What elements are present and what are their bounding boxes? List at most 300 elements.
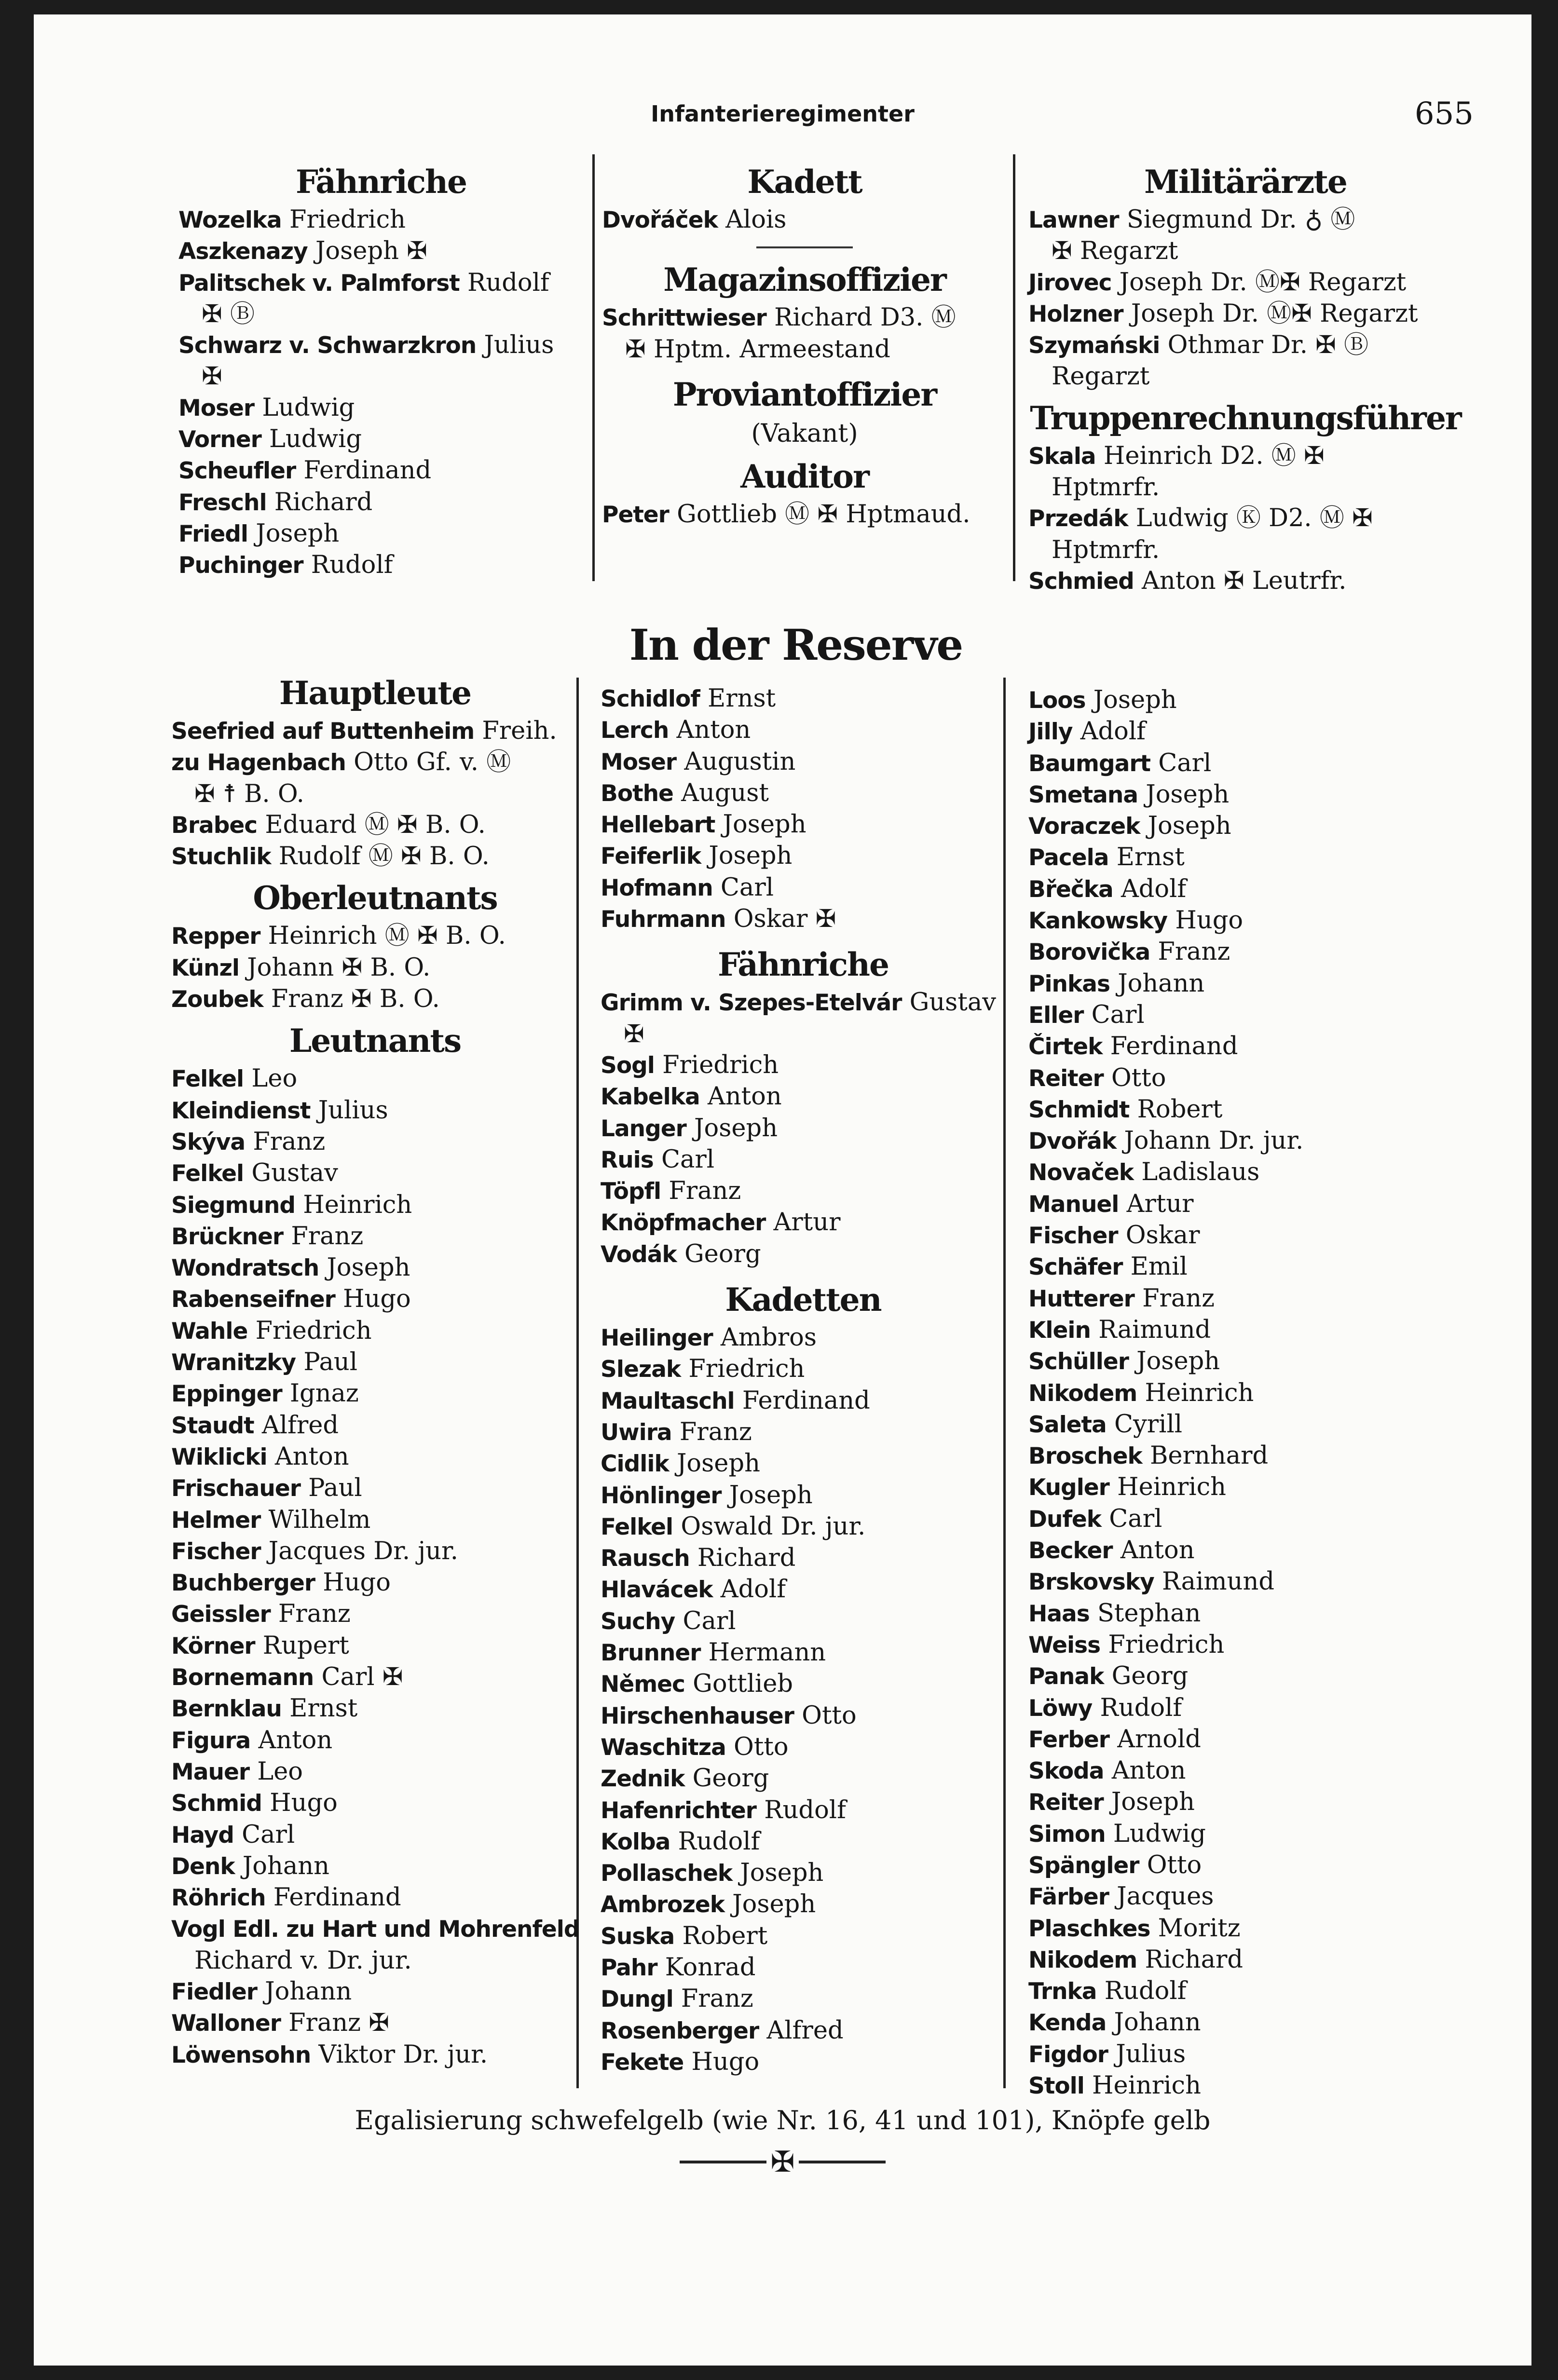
surname: Kankowsky — [1028, 908, 1168, 935]
entry-details: Julius — [318, 1096, 388, 1125]
leutnant-entry — [171, 1882, 579, 1914]
entry-details: Joseph — [327, 1253, 410, 1282]
surname: Nikodem — [1028, 1380, 1137, 1407]
leutnant-entry — [171, 1505, 579, 1536]
entry-details: Oskar — [1125, 1221, 1200, 1250]
entry-details: Gustav — [909, 988, 997, 1017]
kadett-entry — [601, 1606, 1006, 1637]
reserve-officer-entry — [1028, 1787, 1462, 1818]
surname: Bernklau — [171, 1696, 282, 1723]
surname: Baumgart — [1028, 750, 1150, 777]
entry-details: Siegmund Dr. ♁ Ⓜ — [1126, 205, 1355, 234]
entry-details: Anton — [258, 1726, 333, 1754]
running-title: Infanterieregimenter — [651, 101, 915, 127]
entry-details: Richard v. Dr. jur. — [194, 1946, 412, 1975]
reserve-right-column — [1028, 685, 1462, 2102]
entry-details: Leo — [257, 1757, 303, 1786]
militararzt-entry — [1028, 267, 1462, 299]
fahnrich-reserve-entry — [601, 1081, 1006, 1113]
surname: Ferber — [1028, 1726, 1109, 1753]
entry-details: Gottlieb — [693, 1670, 793, 1699]
column-rule-top-left — [592, 154, 595, 581]
footer-ornament — [34, 2145, 1531, 2179]
entry-details: Adolf — [720, 1575, 786, 1604]
surname: Kolba — [601, 1828, 670, 1855]
entry-details: Anton — [707, 1082, 782, 1111]
surname: Grimm v. Szepes-Etelvár — [601, 990, 902, 1017]
entry-details: Otto — [1111, 1063, 1166, 1092]
reserve-officer-entry — [1028, 811, 1462, 842]
magazinsoffizier-line — [602, 302, 1007, 334]
kadett-entry — [601, 1921, 1006, 1952]
surname: Haas — [1028, 1600, 1090, 1627]
reserve-officer-entry — [1028, 1945, 1462, 1976]
fahnrich-entry — [178, 487, 584, 518]
surname: Brskovsky — [1028, 1569, 1154, 1596]
entry-details: Konrad — [665, 1953, 756, 1982]
leutnant-entry — [171, 2040, 579, 2071]
entry-details: Franz — [278, 1600, 351, 1629]
reserve-officer-entry — [1028, 1819, 1462, 1850]
entry-details: Friedrich — [1108, 1630, 1225, 1659]
surname: Spängler — [1028, 1852, 1139, 1879]
surname: Pinkas — [1028, 970, 1110, 997]
surname: Jilly — [1028, 719, 1073, 746]
surname: Palitschek v. Palmforst — [178, 270, 460, 297]
entry-details: Richard — [274, 488, 373, 517]
surname: Schrittwieser — [602, 305, 766, 332]
entry-details: Regarzt — [1052, 362, 1150, 391]
entry-details: Carl — [661, 1145, 715, 1174]
details: Gottlieb Ⓜ ✠ Hptmaud. — [677, 500, 970, 529]
page-number: 655 — [1414, 96, 1474, 132]
entry-details: Paul — [303, 1348, 358, 1377]
entry-details: Ernst — [1116, 843, 1185, 872]
leutnant-entry — [171, 1063, 579, 1095]
entry-details: ✠ — [202, 362, 222, 391]
surname: Moser — [601, 748, 677, 775]
entry-details: Joseph — [256, 519, 340, 548]
entry-details: Freih. — [482, 717, 557, 745]
section-heading-truppenrechnungsfuhrer: Truppenrechnungsführer — [1030, 399, 1461, 437]
surname: Slezak — [601, 1356, 681, 1383]
surname: Dufek — [1028, 1506, 1102, 1533]
reserve-officer-entry — [601, 715, 1006, 746]
reserve-officer-entry — [1028, 842, 1462, 873]
entry-details: Viktor Dr. jur. — [318, 2040, 488, 2069]
entry-details: Richard — [697, 1544, 796, 1573]
kadett-entry — [601, 1386, 1006, 1417]
entry-details: Heinrich — [1092, 2071, 1201, 2100]
leutnant-entry — [171, 1976, 579, 2008]
surname: Aszkenazy — [178, 238, 308, 265]
oberleutnants-list — [171, 921, 579, 1015]
surname: Fekete — [601, 2049, 684, 2076]
entry-details: Heinrich D2. Ⓜ ✠ — [1103, 441, 1325, 470]
hauptmann-entry — [171, 716, 579, 747]
reserve-officer-entry — [1028, 1535, 1462, 1566]
reserve-officer-entry — [1028, 1378, 1462, 1409]
entry-details: Rudolf — [1100, 1693, 1182, 1722]
kadett-entry — [601, 1637, 1006, 1669]
entry-details: Alfred — [261, 1411, 339, 1440]
kadett-entry — [601, 1322, 1006, 1354]
entry-details: Johann — [242, 1851, 329, 1880]
truppenrechnungsfuhrer-entry — [1028, 472, 1462, 503]
reserve-officer-entry — [1028, 1409, 1462, 1441]
entry-details: Rudolf — [311, 551, 393, 580]
reserve-officer-entry — [601, 747, 1006, 778]
surname: Suska — [601, 1923, 675, 1950]
surname: Reiter — [1028, 1065, 1104, 1092]
entry-details: Franz — [291, 1222, 364, 1251]
officers-top-middle — [602, 159, 1007, 530]
kadett-entry — [601, 1543, 1006, 1574]
surname: Hönlinger — [601, 1482, 722, 1509]
entry-details: Otto Gf. v. Ⓜ — [354, 748, 511, 777]
surname: Schmid — [171, 1790, 262, 1817]
leutnant-entry — [171, 1662, 579, 1693]
entry-details: Hugo — [691, 2047, 760, 2076]
reserve-officer-entry — [1028, 716, 1462, 748]
surname: Hafenrichter — [601, 1797, 756, 1824]
entry-details: Friedrich — [688, 1355, 805, 1384]
reserve-officer-entry — [1028, 1504, 1462, 1535]
surname: Hlavácek — [601, 1577, 713, 1604]
reserve-officer-entry — [1028, 1283, 1462, 1315]
entry-details: Otto — [1147, 1850, 1202, 1879]
surname: Cidlik — [601, 1451, 669, 1478]
surname: Trnka — [1028, 1978, 1097, 2005]
entry-details: Georg — [1111, 1662, 1189, 1691]
leutnant-entry — [171, 1631, 579, 1662]
truppenrechnungsfuhrer-entry — [1028, 566, 1462, 597]
entry-details: Franz — [669, 1177, 741, 1206]
surname: Smetana — [1028, 781, 1138, 808]
fahnrich-reserve-entry — [601, 1144, 1006, 1176]
reserve-officer-entry — [1028, 1315, 1462, 1346]
surname: Manuel — [1028, 1191, 1119, 1218]
surname: Saleta — [1028, 1411, 1107, 1438]
entry-details: Ignaz — [289, 1379, 359, 1408]
entry-details: Joseph Dr. Ⓜ✠ Regarzt — [1119, 268, 1407, 297]
entry-details: Rupert — [262, 1631, 349, 1660]
entry-details: Julius — [1116, 2040, 1186, 2068]
surname: Frischauer — [171, 1475, 301, 1502]
surname: Wozelka — [178, 207, 282, 233]
entry-details: Adolf — [1121, 874, 1187, 903]
entry-details: Raimund — [1098, 1315, 1211, 1344]
leutnant-entry — [171, 1158, 579, 1189]
entry-details: Joseph — [729, 1481, 813, 1510]
entry-details: Artur — [1126, 1189, 1194, 1218]
leutnant-entry — [171, 1410, 579, 1442]
section-heading-auditor: Auditor — [740, 457, 869, 495]
entry-details: ✠ — [624, 1020, 644, 1048]
entry-details: Ludwig Ⓚ D2. Ⓜ ✠ — [1135, 504, 1373, 533]
reserve-officer-entry — [1028, 1126, 1462, 1157]
leutnant-entry — [171, 1599, 579, 1630]
surname: Figura — [171, 1727, 251, 1754]
surname: Seefried auf Buttenheim — [171, 718, 475, 745]
section-heading-kadett: Kadett — [747, 163, 862, 201]
entry-details: Rudolf — [1104, 1977, 1187, 2006]
truppenrechnungsfuhrer-entry — [1028, 503, 1462, 534]
surname: Wranitzky — [171, 1349, 296, 1376]
surname: Eppinger — [171, 1381, 282, 1408]
entry-details: Paul — [308, 1474, 362, 1503]
entry-details: Moritz — [1158, 1914, 1241, 1943]
reserve-title: In der Reserve — [629, 620, 963, 670]
surname: Vorner — [178, 426, 261, 453]
kadett-entry — [601, 1826, 1006, 1858]
reserve-officer-entry — [1028, 2039, 1462, 2070]
surname: Heilinger — [601, 1325, 713, 1352]
entry-details: Friedrich — [289, 205, 406, 234]
entry-details: Eduard Ⓜ ✠ B. O. — [265, 810, 486, 839]
entry-details: Anton — [274, 1442, 349, 1471]
surname: Rausch — [601, 1545, 690, 1572]
surname: Kugler — [1028, 1474, 1109, 1501]
surname: Siegmund — [171, 1192, 296, 1219]
reserve-officer-entry — [1028, 905, 1462, 937]
entry-details: Joseph — [1093, 686, 1177, 714]
leutnant-entry — [171, 1252, 579, 1284]
surname: Holzner — [1028, 300, 1123, 327]
truppenrechnungsfuhrer-entry — [1028, 441, 1462, 472]
oberleutnant-entry — [171, 984, 579, 1015]
entry-details: Franz — [679, 1417, 752, 1446]
reserve-officer-entry — [1028, 1693, 1462, 1724]
entry-details: Robert — [1137, 1095, 1223, 1124]
oberleutnant-entry — [171, 921, 579, 952]
entry-details: Hermann — [708, 1638, 826, 1667]
entry-details: Hugo — [1175, 906, 1244, 935]
surname: Skýva — [171, 1129, 246, 1156]
entry-details: Joseph — [676, 1449, 760, 1478]
surname: Dvořák — [1028, 1128, 1117, 1155]
surname: Brückner — [171, 1223, 284, 1250]
entry-details: Rudolf — [678, 1827, 760, 1856]
surname: Zoubek — [171, 986, 263, 1013]
entry-details: Leo — [251, 1064, 298, 1093]
kadett-entry — [601, 2047, 1006, 2078]
kadett-entry — [601, 1448, 1006, 1480]
reserve-officer-entry — [1028, 1472, 1462, 1503]
entry-details: Arnold — [1117, 1725, 1201, 1754]
surname: Rosenberger — [601, 2017, 759, 2044]
surname: Břečka — [1028, 876, 1113, 903]
officers-top-right — [1028, 159, 1462, 597]
surname: Rabenseifner — [171, 1286, 335, 1313]
reserve-officer-entry — [1028, 1189, 1462, 1220]
fahnriche-top-section — [178, 159, 584, 582]
reserve-middle-list — [601, 683, 1006, 935]
surname: Němec — [601, 1671, 685, 1698]
surname: Hofmann — [601, 874, 713, 901]
surname: Ruis — [601, 1146, 654, 1173]
reserve-officer-entry — [1028, 1063, 1462, 1094]
entry-details: ✠ ☨ B. O. — [194, 779, 304, 808]
entry-details: Carl — [1158, 748, 1212, 777]
reserve-officer-entry — [1028, 1031, 1462, 1062]
surname: Künzl — [171, 954, 239, 981]
surname: Moser — [178, 394, 255, 422]
leutnant-entry — [171, 1221, 579, 1252]
surname: Panak — [1028, 1663, 1104, 1690]
militararzte-list — [1028, 204, 1462, 393]
entry-details: Heinrich — [303, 1190, 412, 1219]
surname: Suchy — [601, 1608, 675, 1635]
entry-details: Othmar Dr. ✠ Ⓑ — [1167, 331, 1369, 360]
entry-details: Friedrich — [255, 1316, 372, 1345]
leutnant-entry — [171, 1567, 579, 1599]
surname: Dungl — [601, 1986, 673, 2013]
entry-details: Artur — [773, 1208, 841, 1237]
surname: Hutterer — [1028, 1285, 1134, 1312]
hauptmann-entry — [171, 747, 579, 778]
section-heading-kadetten: Kadetten — [725, 1281, 881, 1319]
kadett-entry — [601, 1354, 1006, 1385]
entry-details: Carl — [1091, 1000, 1145, 1029]
leutnant-entry — [171, 1536, 579, 1567]
surname: Reiter — [1028, 1789, 1104, 1816]
surname: Bothe — [601, 780, 673, 807]
surname: zu Hagenbach — [171, 749, 346, 776]
kadett-entry — [601, 1574, 1006, 1605]
entry-details: ✠ Regarzt — [1052, 237, 1178, 266]
reserve-officer-entry — [1028, 1566, 1462, 1598]
entry-details: Georg — [692, 1764, 769, 1793]
entry-details: Joseph — [694, 1114, 778, 1142]
reserve-officer-entry — [1028, 1630, 1462, 1661]
entry-details: Wilhelm — [268, 1505, 371, 1534]
surname: Körner — [171, 1632, 255, 1659]
entry-details: Heinrich — [1145, 1378, 1254, 1407]
hauptleute-list — [171, 716, 579, 872]
leutnant-entry — [171, 1347, 579, 1378]
fahnrich-entry — [178, 268, 584, 299]
leutnant-entry — [171, 1284, 579, 1315]
entry-details: Ernst — [289, 1694, 358, 1723]
surname: Voraczek — [1028, 813, 1140, 840]
surname: Wondratsch — [171, 1255, 319, 1282]
magazinsoffizier-line-continued: ✠ Hptm. Armeestand — [625, 335, 890, 364]
entry-details: Carl — [1109, 1504, 1162, 1533]
entry-details: Johann ✠ B. O. — [247, 953, 431, 982]
surname: Sogl — [601, 1052, 655, 1079]
entry-details: Alfred — [766, 2016, 844, 2045]
surname: Lerch — [601, 717, 669, 744]
surname: Dvořáček — [602, 207, 718, 233]
hauptmann-entry — [171, 841, 579, 872]
kadetten-list — [601, 1322, 1006, 2078]
reserve-officer-entry — [1028, 1157, 1462, 1188]
surname: Pahr — [601, 1954, 657, 1981]
surname: Puchinger — [178, 552, 303, 579]
surname: Hellebart — [601, 812, 715, 839]
surname: Löwy — [1028, 1695, 1093, 1722]
entry-details: Adolf — [1080, 717, 1146, 746]
entry-details: Johann Dr. jur. — [1124, 1127, 1304, 1156]
reserve-officer-entry — [1028, 1598, 1462, 1630]
entry-details: Franz — [1158, 938, 1230, 966]
entry-details: Joseph — [740, 1859, 824, 1888]
section-heading-magazinsoffizier: Magazinsoffizier — [663, 261, 946, 299]
entry-details: Anton — [1111, 1756, 1186, 1785]
surname: Töpfl — [601, 1178, 661, 1205]
entry-details: Gustav — [251, 1159, 338, 1188]
fahnrich-entry — [178, 393, 584, 424]
kadett-entry — [601, 2015, 1006, 2047]
fahnrich-entry — [178, 299, 584, 330]
entry-details: Franz — [1142, 1284, 1215, 1313]
leutnant-entry — [171, 1095, 579, 1127]
kadett-entry — [601, 1763, 1006, 1795]
kadett-entry — [601, 1795, 1006, 1826]
section-heading-leutnants: Leutnants — [289, 1022, 461, 1060]
kadett-entry — [601, 1984, 1006, 2015]
reserve-officer-entry — [1028, 1661, 1462, 1692]
reserve-officer-entry — [1028, 968, 1462, 1000]
leutnant-entry — [171, 1378, 579, 1410]
surname: Färber — [1028, 1884, 1109, 1911]
fahnrich-entry — [178, 550, 584, 581]
militararzt-entry — [1028, 330, 1462, 361]
leutnants-list — [171, 1063, 579, 2071]
entry-details: Joseph ✠ — [315, 237, 427, 266]
surname: Scheufler — [178, 458, 296, 485]
militararzt-entry — [1028, 204, 1462, 236]
fahnrich-reserve-entry — [601, 1176, 1006, 1207]
surname: Brabec — [171, 812, 258, 839]
militararzt-entry — [1028, 299, 1462, 330]
reserve-officer-entry — [1028, 1850, 1462, 1881]
entry-details: Georg — [684, 1239, 761, 1268]
reserve-officer-entry — [601, 841, 1006, 872]
entry-details: Ernst — [708, 684, 776, 713]
leutnant-entry — [171, 1442, 579, 1473]
entry-details: Robert — [682, 1921, 768, 1950]
fahnrich-reserve-entry — [601, 1207, 1006, 1238]
surname: Felkel — [601, 1513, 673, 1540]
entry-details: Bernhard — [1149, 1442, 1269, 1470]
ornament-line-right — [799, 2161, 886, 2163]
entry-details: Emil — [1130, 1252, 1188, 1281]
surname: Schmied — [1028, 568, 1134, 595]
surname: Repper — [171, 923, 260, 950]
leutnant-entry — [171, 1725, 579, 1756]
surname: Löwensohn — [171, 2041, 311, 2068]
surname: Knöpfmacher — [601, 1210, 766, 1237]
leutnant-entry — [171, 1693, 579, 1725]
reserve-officer-entry — [601, 778, 1006, 809]
entry-details: Hptmrfr. — [1052, 473, 1160, 502]
entry-details: Joseph — [732, 1890, 816, 1919]
reserve-officer-entry — [1028, 1000, 1462, 1031]
surname: Brunner — [601, 1640, 701, 1667]
page-header — [34, 94, 1531, 137]
surname: Felkel — [171, 1160, 244, 1187]
hauptmann-entry — [171, 779, 579, 810]
surname: Zednik — [601, 1766, 685, 1793]
reserve-officer-entry — [601, 809, 1006, 841]
surname: Klein — [1028, 1317, 1091, 1344]
surname: Simon — [1028, 1821, 1106, 1848]
reserve-left-column — [171, 670, 579, 2071]
kadett-entry — [601, 1417, 1006, 1448]
surname: Pacela — [1028, 844, 1109, 871]
